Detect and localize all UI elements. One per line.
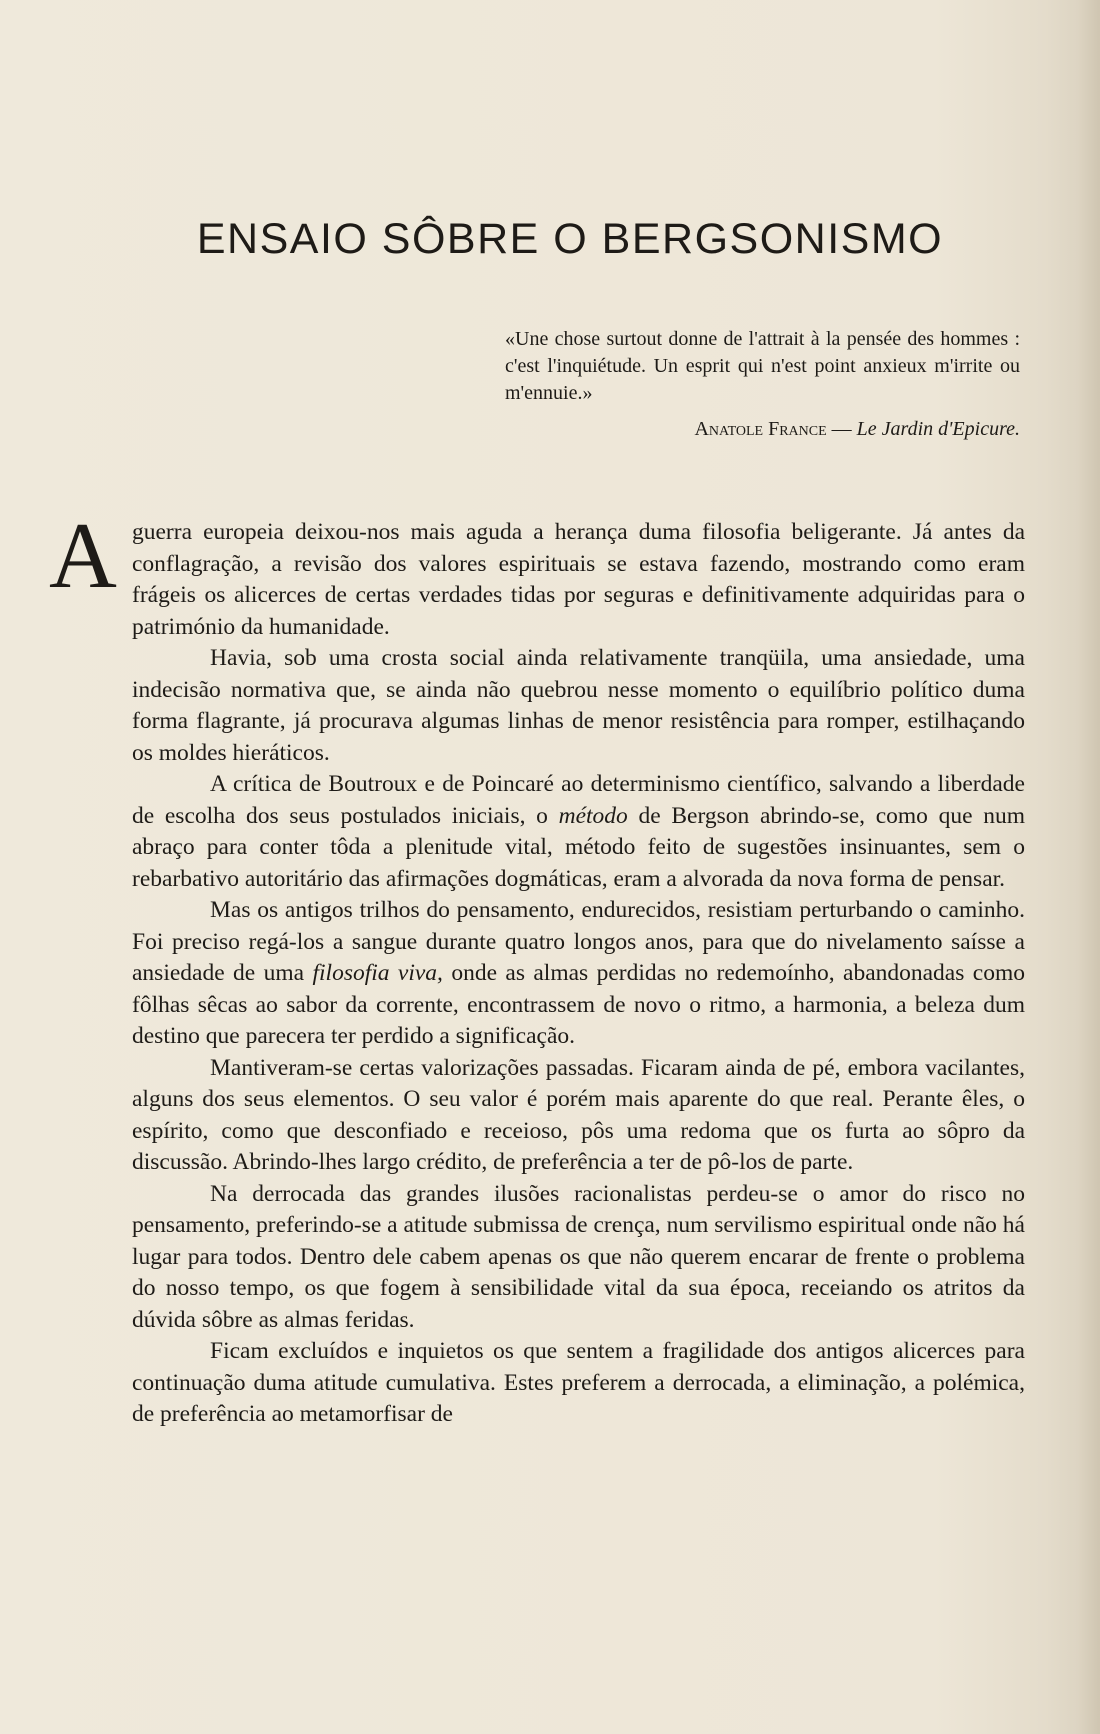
paragraph-4	[132, 895, 1025, 1053]
paragraph-1	[49, 504, 1025, 643]
epigraph-source: Le Jardin d'Epicure.	[856, 418, 1020, 440]
paragraph-2: Havia, sob uma crosta social ainda relativamente tranqüila, uma ansiedade, uma indecisão normativa que, se ainda não quebrou nesse momento o equilíbrio político duma forma flagrante, já procurava algumas linhas de menor resistência para romper, estilhaçando os moldes hieráticos.	[132, 645, 1025, 766]
paragraph-6: Na derrocada das grandes ilusões racionalistas perdeu-se o amor do risco no pensamento, preferindo-se a atitude submissa de crença, num servilismo espiritual onde não há lugar para todos. Dentro dele cabem apenas os que não querem encarar de frente o problema do nosso tempo, os que fogem à sensibilidade vital da sua época, receiando os atritos da dúvida sôbre as almas feridas.	[132, 1180, 1025, 1333]
paragraph-5: Mantiveram-se certas valorizações passadas. Ficaram ainda de pé, embora vacilantes, alguns dos seus elementos. O seu valor é porém mais aparente do que real. Perante êles, o espírito, como que desconfiado e receioso, pôs uma redoma que os furta ao sôpro da discussão. Abrindo-lhes largo crédito, de preferência a ter de pô-los de parte.	[132, 1054, 1025, 1175]
epigraph-attribution	[505, 418, 1020, 441]
page-edge	[1078, 0, 1100, 1734]
paragraph-text: onde as almas perdidas no redemoínho, abandonadas como fôlhas sêcas ao sabor da corrente, encontrassem de novo o ritmo, a harmonia, a beleza dum destino que parecera ter perdido a significação.	[132, 960, 1025, 1049]
epigraph-author: Anatole France	[694, 418, 827, 440]
emphasis-metodo: método	[558, 802, 628, 829]
emphasis-filosofia-viva: filosofia viva,	[312, 960, 443, 986]
paragraph-text: A crítica de Boutroux e de Poincaré ao determinismo científico, salvando a liberdade de escolha dos seus postulados iniciais, o	[132, 771, 1025, 829]
paragraph-7: Ficam excluídos e inquietos os que sentem a fragilidade dos antigos alicerces para continuação duma atitude cumulativa. Estes preferem a derrocada, a eliminação, a polémica, de preferência ao metamorfisar de	[132, 1338, 1025, 1427]
paragraph-text: de Bergson abrindo-se, como que num abraço para conter tôda a plenitude vital, método feito de sugestões insinuantes, sem o rebarbativo autoritário das afirmações dogmáticas, eram a alvorada da nova forma de pensar.	[132, 802, 1026, 892]
drop-cap: A	[49, 504, 117, 608]
paragraph-text: guerra europeia deixou-nos mais aguda a herança duma filosofia beligerante. Já antes da conflagração, a revisão dos valores espirituais se estava fazendo, mostrando como eram frágeis os alicerces de certas verdades tidas por seguras e definitivamente adquiridas para o património da humanidade.	[132, 519, 1025, 640]
epigraph-quote: «Une chose surtout donne de l'attrait à la pensée des hommes : c'est l'inquiétude. Un esprit qui n'est point anxieux m'irrite ou m'ennuie.»	[505, 328, 1020, 404]
paragraph-3	[132, 769, 1025, 895]
epigraph-separator: —	[826, 418, 857, 440]
article-body	[49, 504, 1026, 1431]
article-title: ENSAIO SÔBRE O BERGSONISMO	[196, 215, 944, 263]
paragraph-text: Mas os antigos trilhos do pensamento, endurecidos, resistiam perturbando o caminho. Foi preciso regá-los a sangue durante quatro longos anos, para que do nivelamento saísse a ansiedade de uma	[132, 897, 1025, 986]
epigraph	[505, 326, 1020, 407]
